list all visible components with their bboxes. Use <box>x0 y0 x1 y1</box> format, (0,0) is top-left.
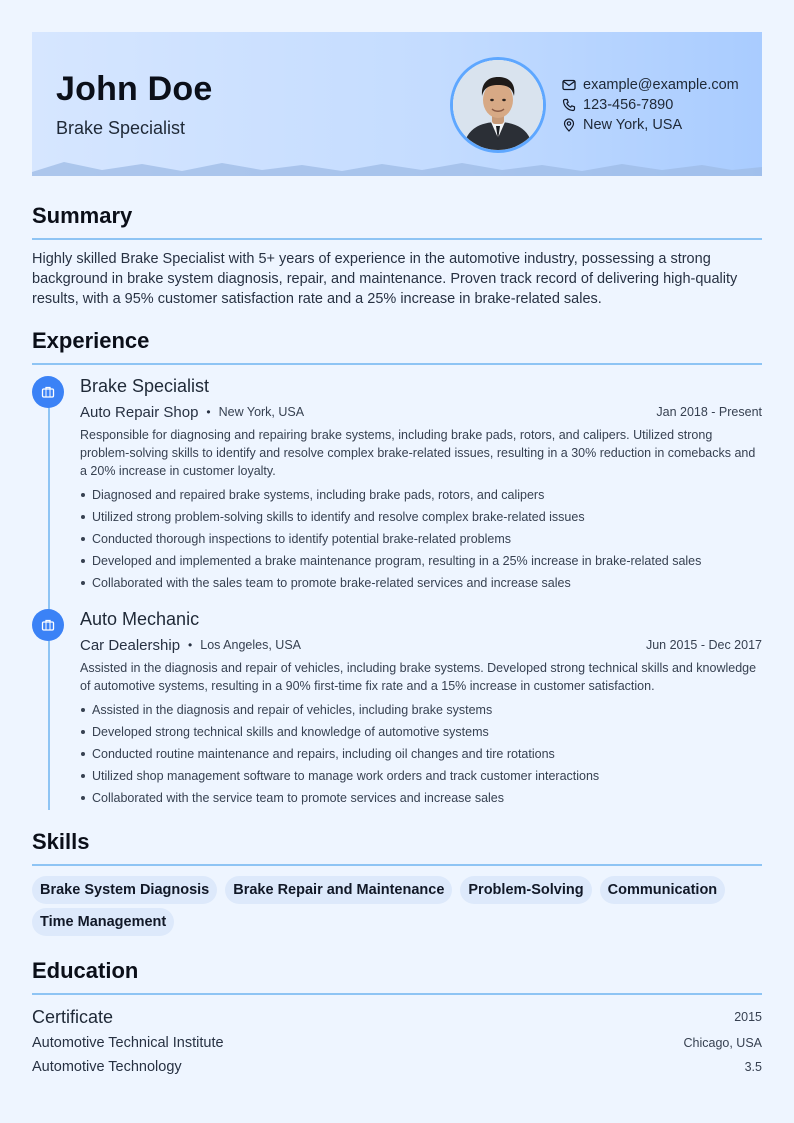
experience-heading: Experience <box>32 328 150 353</box>
mail-icon <box>562 78 576 92</box>
candidate-title: Brake Specialist <box>56 118 186 138</box>
skills-section <box>32 826 762 940</box>
education-institution: Automotive Technical Institute <box>32 1035 224 1051</box>
job-location: New York, USA <box>218 405 305 419</box>
education-degree: Certificate <box>32 1006 114 1027</box>
briefcase-icon <box>32 376 64 408</box>
skill-tag: Problem-Solving <box>460 876 591 904</box>
separator-dot: • <box>206 405 211 419</box>
timeline-line <box>48 405 50 810</box>
summary-heading: Summary <box>32 203 133 228</box>
job-description: Responsible for diagnosing and repairing brake systems, including brake pads, rotors, and calipers. Utilized strong problem-solving skills to identify and resolve complex brake-related issues, resulting in a 30% reduction in comebacks and a 20% increase in customer loyalty. <box>80 428 756 478</box>
experience-details <box>80 374 762 594</box>
avatar <box>450 57 546 153</box>
skill-tag: Brake Repair and Maintenance <box>225 876 452 904</box>
briefcase-icon <box>32 609 64 641</box>
education-field-row <box>32 1055 762 1079</box>
phone-icon <box>562 98 576 112</box>
job-bullets <box>80 484 762 594</box>
contact-phone[interactable]: 123-456-7890 <box>583 97 674 113</box>
education-institution-row <box>32 1031 762 1055</box>
job-title: Brake Specialist <box>80 376 210 396</box>
section-divider <box>32 238 762 240</box>
skill-tag: Time Management <box>32 908 174 936</box>
list-item: Developed strong technical skills and knowledge of automotive systems <box>80 721 762 743</box>
summary-section <box>32 200 762 309</box>
list-item: Collaborated with the sales team to promote brake-related services and increase sales <box>80 572 762 594</box>
job-meta <box>80 633 762 657</box>
summary-text: Highly skilled Brake Specialist with 5+ years of experience in the automotive industry, possessing a strong background in brake system diagnosis, repair, and maintenance. Proven track record of delivering high-quality results, with a 95% customer satisfaction rate and a 25% increase in brake-related sales. <box>32 251 738 307</box>
map-pin-icon <box>562 118 576 132</box>
candidate-name: John Doe <box>56 70 213 108</box>
job-dates: Jan 2018 - Present <box>656 405 762 419</box>
contact-email-row[interactable] <box>562 75 762 95</box>
contact-info <box>562 75 762 135</box>
education-year: 2015 <box>734 1010 762 1024</box>
section-divider <box>32 864 762 866</box>
skill-tag: Brake System Diagnosis <box>32 876 217 904</box>
list-item: Conducted thorough inspections to identify potential brake-related problems <box>80 528 762 550</box>
resume-page <box>32 32 762 1075</box>
list-item: Utilized strong problem-solving skills to identify and resolve complex brake-related issues <box>80 506 762 528</box>
list-item: Developed and implemented a brake maintenance program, resulting in a 25% increase in brake-related sales <box>80 550 762 572</box>
job-title: Auto Mechanic <box>80 609 200 629</box>
company-name: Auto Repair Shop <box>80 403 199 421</box>
contact-email[interactable]: example@example.com <box>583 77 739 93</box>
experience-details <box>80 607 762 809</box>
skill-tag: Communication <box>600 876 726 904</box>
job-bullets <box>80 699 762 809</box>
list-item: Assisted in the diagnosis and repair of vehicles, including brake systems <box>80 699 762 721</box>
job-location: Los Angeles, USA <box>200 638 302 652</box>
education-heading: Education <box>32 958 139 983</box>
contact-phone-row[interactable] <box>562 95 762 115</box>
skills-list <box>32 876 762 940</box>
list-item: Utilized shop management software to manage work orders and track customer interactions <box>80 765 762 787</box>
list-item: Diagnosed and repaired brake systems, including brake pads, rotors, and calipers <box>80 484 762 506</box>
contact-location-row <box>562 115 762 135</box>
education-section <box>32 955 762 1079</box>
job-meta <box>80 400 762 424</box>
contact-location: New York, USA <box>583 117 683 133</box>
experience-section <box>32 325 762 805</box>
education-field: Automotive Technology <box>32 1059 182 1075</box>
education-degree-row <box>32 1005 762 1029</box>
list-item: Conducted routine maintenance and repairs, including oil changes and tire rotations <box>80 743 762 765</box>
separator-dot: • <box>188 638 193 652</box>
education-gpa: 3.5 <box>744 1060 762 1074</box>
company-name: Car Dealership <box>80 636 181 654</box>
job-dates: Jun 2015 - Dec 2017 <box>645 638 762 652</box>
resume-header <box>32 32 762 176</box>
job-description: Assisted in the diagnosis and repair of vehicles, including brake systems. Developed strong technical skills and knowledge of automotive systems, resulting in a 90% first-time fix rate and a 15% increase in customer satisfaction. <box>80 661 757 693</box>
skills-heading: Skills <box>32 829 90 854</box>
education-location: Chicago, USA <box>683 1036 762 1050</box>
section-divider <box>32 993 762 995</box>
section-divider <box>32 363 762 365</box>
avatar-portrait-image <box>453 60 543 150</box>
list-item: Collaborated with the service team to promote services and increase sales <box>80 787 762 809</box>
header-wave-decoration <box>32 158 762 176</box>
